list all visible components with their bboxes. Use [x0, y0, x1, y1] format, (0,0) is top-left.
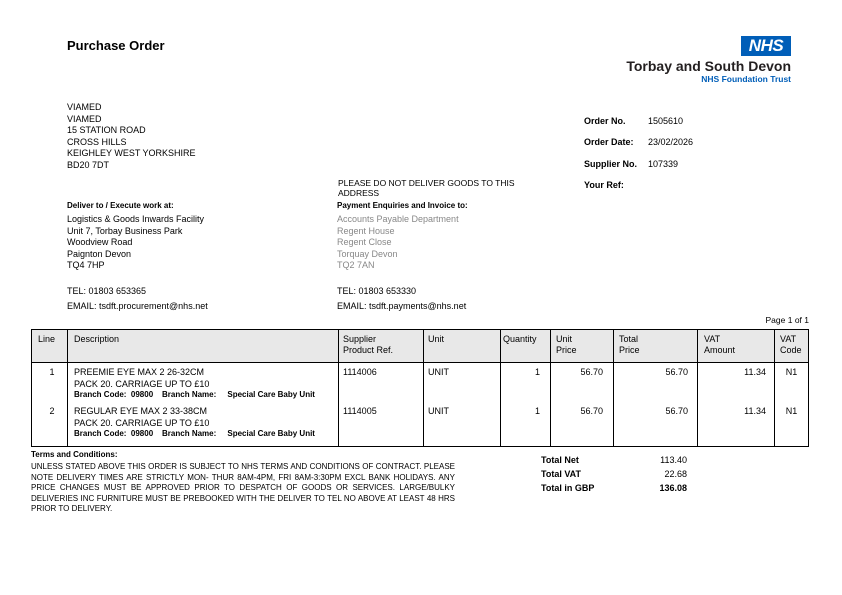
th-vat-code-2: Code: [780, 345, 802, 355]
th-vat-amount: [704, 334, 735, 356]
row-branch: Branch Code: 09800 Branch Name: Special Care Baby Unit: [74, 390, 315, 399]
supplier-line: BD20 7DT: [67, 159, 110, 170]
row-branch: Branch Code: 09800 Branch Name: Special Care Baby Unit: [74, 429, 315, 438]
row-supplier-ref: 1114006: [343, 367, 377, 377]
supplier-line: VIAMED: [67, 102, 102, 112]
your-ref-label: Your Ref:: [584, 180, 624, 190]
deliver-tel: TEL: 01803 653365: [67, 286, 147, 296]
row-unit-price: 56.70: [580, 367, 603, 377]
col-divider: [423, 329, 424, 447]
th-description: Description: [74, 334, 120, 344]
row-quantity: 1: [534, 367, 540, 377]
payment-address: [337, 214, 459, 272]
org-name: Torbay and South Devon: [626, 58, 791, 74]
deliver-contact: [67, 286, 208, 312]
supplier-no-value: 107339: [648, 159, 679, 169]
order-date-value: 23/02/2026: [648, 137, 694, 147]
supplier-line: KEIGHLEY WEST YORKSHIRE: [67, 148, 196, 158]
nhs-logo: NHS: [741, 36, 791, 56]
row-vat-code: N1: [785, 367, 798, 377]
deliver-address: [67, 214, 204, 272]
total-vat-label: Total VAT: [541, 469, 581, 479]
th-vat-amount-2: Amount: [704, 345, 736, 355]
th-vat-code: [780, 334, 802, 356]
total-gbp-label: Total in GBP: [541, 483, 595, 493]
col-divider: [500, 329, 501, 447]
terms-text: UNLESS STATED ABOVE THIS ORDER IS SUBJECT TO NHS TERMS AND CONDITIONS OF CONTRACT. PLEASE NOTE DELIVERY TIMES ARE STRICTLY MON- THUR 8AM-4PM, FRI 8AM-3:30PM EXCL BANK HOLIDAYS. ANY PRICE CHANGES MUST BE APPROVED PRIOR TO DESPATCH OF GOODS OR SERVICES. LARGE/BULKY DELIVERIES INC FURNITURE MUST BE PREBOOKED WITH THE DELIVER TO TEL NO ABOVE AT LEAST 48 HRS PRIOR TO DELIVERY.: [31, 462, 455, 513]
order-date-label: Order Date:: [584, 137, 634, 147]
th-line: Line: [38, 334, 56, 344]
supplier-address: [67, 102, 196, 171]
supplier-no-row: [584, 159, 678, 169]
payment-contact: [337, 286, 466, 312]
row-unit-price: 56.70: [580, 406, 603, 416]
deliver-line: Woodview Road: [67, 237, 133, 247]
supplier-line: VIAMED: [67, 113, 102, 124]
deliver-line: Logistics & Goods Inwards Facility: [67, 214, 205, 224]
row-description: [74, 367, 354, 400]
payment-line: Regent House: [337, 225, 395, 236]
th-supplier-ref: [343, 334, 393, 356]
deliver-heading: Deliver to / Execute work at:: [67, 201, 174, 210]
document-title: Purchase Order: [67, 38, 165, 53]
payment-line: TQ2 7AN: [337, 260, 375, 270]
th-unit-price-2: Price: [556, 345, 577, 355]
row-desc-line: PACK 20. CARRIAGE UP TO £10: [74, 417, 210, 428]
row-desc-line: REGULAR EYE MAX 2 33-38CM: [74, 406, 208, 416]
payment-heading: Payment Enquiries and Invoice to:: [337, 201, 468, 210]
row-desc-line: PACK 20. CARRIAGE UP TO £10: [74, 378, 210, 389]
th-quantity: Quantity: [503, 334, 537, 344]
row-unit: UNIT: [428, 406, 449, 416]
payment-line: Torquay Devon: [337, 248, 398, 259]
row-vat-amount: 11.34: [744, 406, 766, 416]
th-supplier-ref-1: Supplier: [343, 334, 377, 344]
row-description: [74, 406, 354, 439]
payment-line: Accounts Payable Department: [337, 214, 459, 224]
th-unit-price-1: Unit: [556, 334, 573, 344]
total-vat-row: [541, 469, 687, 479]
deliver-line: Paignton Devon: [67, 248, 132, 259]
th-unit: Unit: [428, 334, 445, 344]
row-vat-code: N1: [785, 406, 798, 416]
col-divider: [550, 329, 551, 447]
col-divider: [697, 329, 698, 447]
terms-heading: Terms and Conditions:: [31, 450, 118, 459]
row-line-no: 1: [49, 367, 55, 377]
row-line-no: 2: [49, 406, 55, 416]
total-vat-value: 22.68: [664, 469, 687, 479]
deliver-email: EMAIL: tsdft.procurement@nhs.net: [67, 300, 208, 311]
order-no-label: Order No.: [584, 116, 626, 126]
total-net-row: [541, 455, 687, 465]
payment-email: EMAIL: tsdft.payments@nhs.net: [337, 300, 467, 311]
supplier-no-label: Supplier No.: [584, 159, 638, 169]
th-vat-code-1: VAT: [780, 334, 797, 344]
col-divider: [67, 329, 68, 447]
your-ref-row: [584, 180, 648, 190]
supplier-line: CROSS HILLS: [67, 136, 127, 147]
th-supplier-ref-2: Product Ref.: [343, 345, 394, 355]
row-total-price: 56.70: [665, 367, 688, 377]
row-quantity: 1: [534, 406, 540, 416]
total-net-value: 113.40: [660, 455, 687, 465]
org-subtitle: NHS Foundation Trust: [701, 74, 791, 84]
row-desc-line: PREEMIE EYE MAX 2 26-32CM: [74, 367, 205, 377]
deliver-line: Unit 7, Torbay Business Park: [67, 225, 183, 236]
th-total-price-2: Price: [619, 345, 640, 355]
delivery-notice: PLEASE DO NOT DELIVER GOODS TO THIS ADDRESS: [338, 178, 515, 198]
order-no-value: 1505610: [648, 116, 684, 126]
payment-tel: TEL: 01803 653330: [337, 286, 417, 296]
th-unit-price: [556, 334, 577, 356]
row-total-price: 56.70: [665, 406, 688, 416]
page-number: Page 1 of 1: [765, 315, 809, 325]
th-total-price: [619, 334, 640, 356]
row-supplier-ref: 1114005: [343, 406, 377, 416]
total-net-label: Total Net: [541, 455, 579, 465]
supplier-line: 15 STATION ROAD: [67, 125, 146, 135]
deliver-line: TQ4 7HP: [67, 260, 105, 270]
th-total-price-1: Total: [619, 334, 639, 344]
col-divider: [613, 329, 614, 447]
order-date-row: [584, 137, 693, 147]
payment-line: Regent Close: [337, 237, 392, 247]
total-gbp-value: 136.08: [659, 483, 687, 493]
col-divider: [774, 329, 775, 447]
total-gbp-row: [541, 483, 687, 493]
row-vat-amount: 11.34: [744, 367, 766, 377]
row-unit: UNIT: [428, 367, 449, 377]
order-no-row: [584, 116, 683, 126]
th-vat-amount-1: VAT: [704, 334, 721, 344]
table-header-divider: [31, 362, 809, 363]
